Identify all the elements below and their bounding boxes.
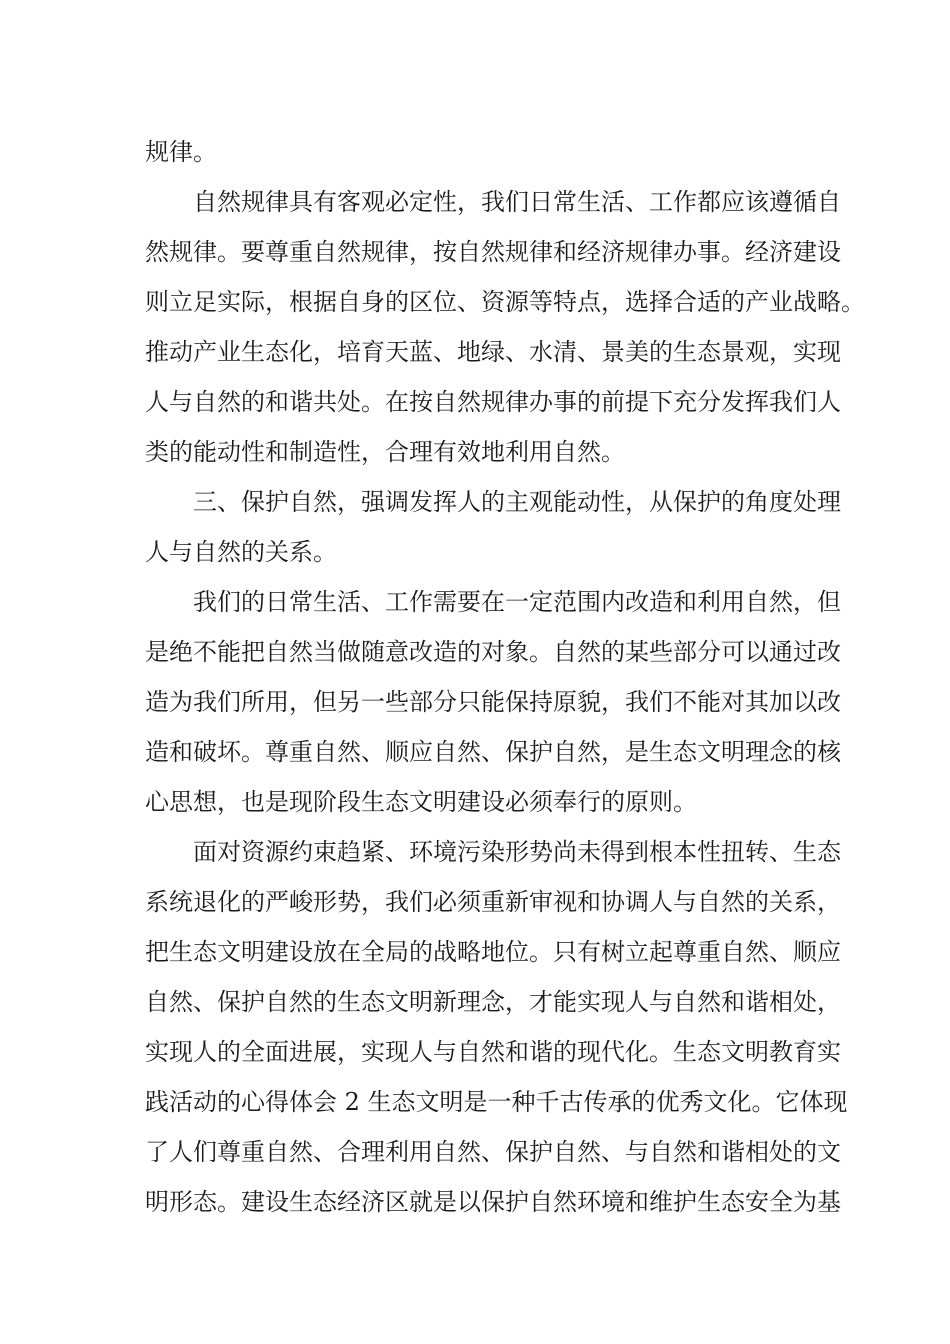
text-line: 心思想，也是现阶段生态文明建设必须奉行的原则。 (145, 788, 697, 816)
text-line: 造和破坏。尊重自然、顺应自然、保护自然，是生态文明理念的核 (145, 738, 841, 766)
paragraph-first-line: 我们的日常生活、工作需要在一定范围内改造和利用自然，但 (193, 588, 841, 616)
text-line: 践活动的心得体会 2 生态文明是一种千古传承的优秀文化。它体现 (145, 1088, 848, 1116)
section-heading: 三、保护自然，强调发挥人的主观能动性，从保护的角度处理 (193, 488, 841, 516)
text-line: 推动产业生态化，培育天蓝、地绿、水清、景美的生态景观，实现 (145, 338, 841, 366)
text-line: 自然、保护自然的生态文明新理念，才能实现人与自然和谐相处， (145, 988, 841, 1016)
paragraph-first-line: 面对资源约束趋紧、环境污染形势尚未得到根本性扭转、生态 (193, 838, 841, 866)
text-line: 系统退化的严峻形势，我们必须重新审视和协调人与自然的关系， (145, 888, 841, 916)
text-line: 是绝不能把自然当做随意改造的对象。自然的某些部分可以通过改 (145, 638, 841, 666)
text-line: 把生态文明建设放在全局的战略地位。只有树立起尊重自然、顺应 (145, 938, 841, 966)
section-heading-continued: 人与自然的关系。 (145, 538, 337, 566)
text-line: 实现人的全面进展，实现人与自然和谐的现代化。生态文明教育实 (145, 1038, 841, 1066)
text-line: 造为我们所用，但另一些部分只能保持原貌，我们不能对其加以改 (145, 688, 841, 716)
text-line: 了人们尊重自然、合理利用自然、保护自然、与自然和谐相处的文 (145, 1138, 841, 1166)
text-line: 然规律。要尊重自然规律，按自然规律和经济规律办事。经济建设 (145, 238, 841, 266)
text-line: 人与自然的和谐共处。在按自然规律办事的前提下充分发挥我们人 (145, 388, 841, 416)
text-line: 明形态。建设生态经济区就是以保护自然环境和维护生态安全为基 (145, 1188, 841, 1216)
text-line: 类的能动性和制造性，合理有效地利用自然。 (145, 438, 625, 466)
paragraph-first-line: 自然规律具有客观必定性，我们日常生活、工作都应该遵循自 (193, 188, 841, 216)
text-line: 规律。 (145, 138, 217, 166)
text-line: 则立足实际，根据自身的区位、资源等特点，选择合适的产业战略。 (145, 288, 865, 316)
